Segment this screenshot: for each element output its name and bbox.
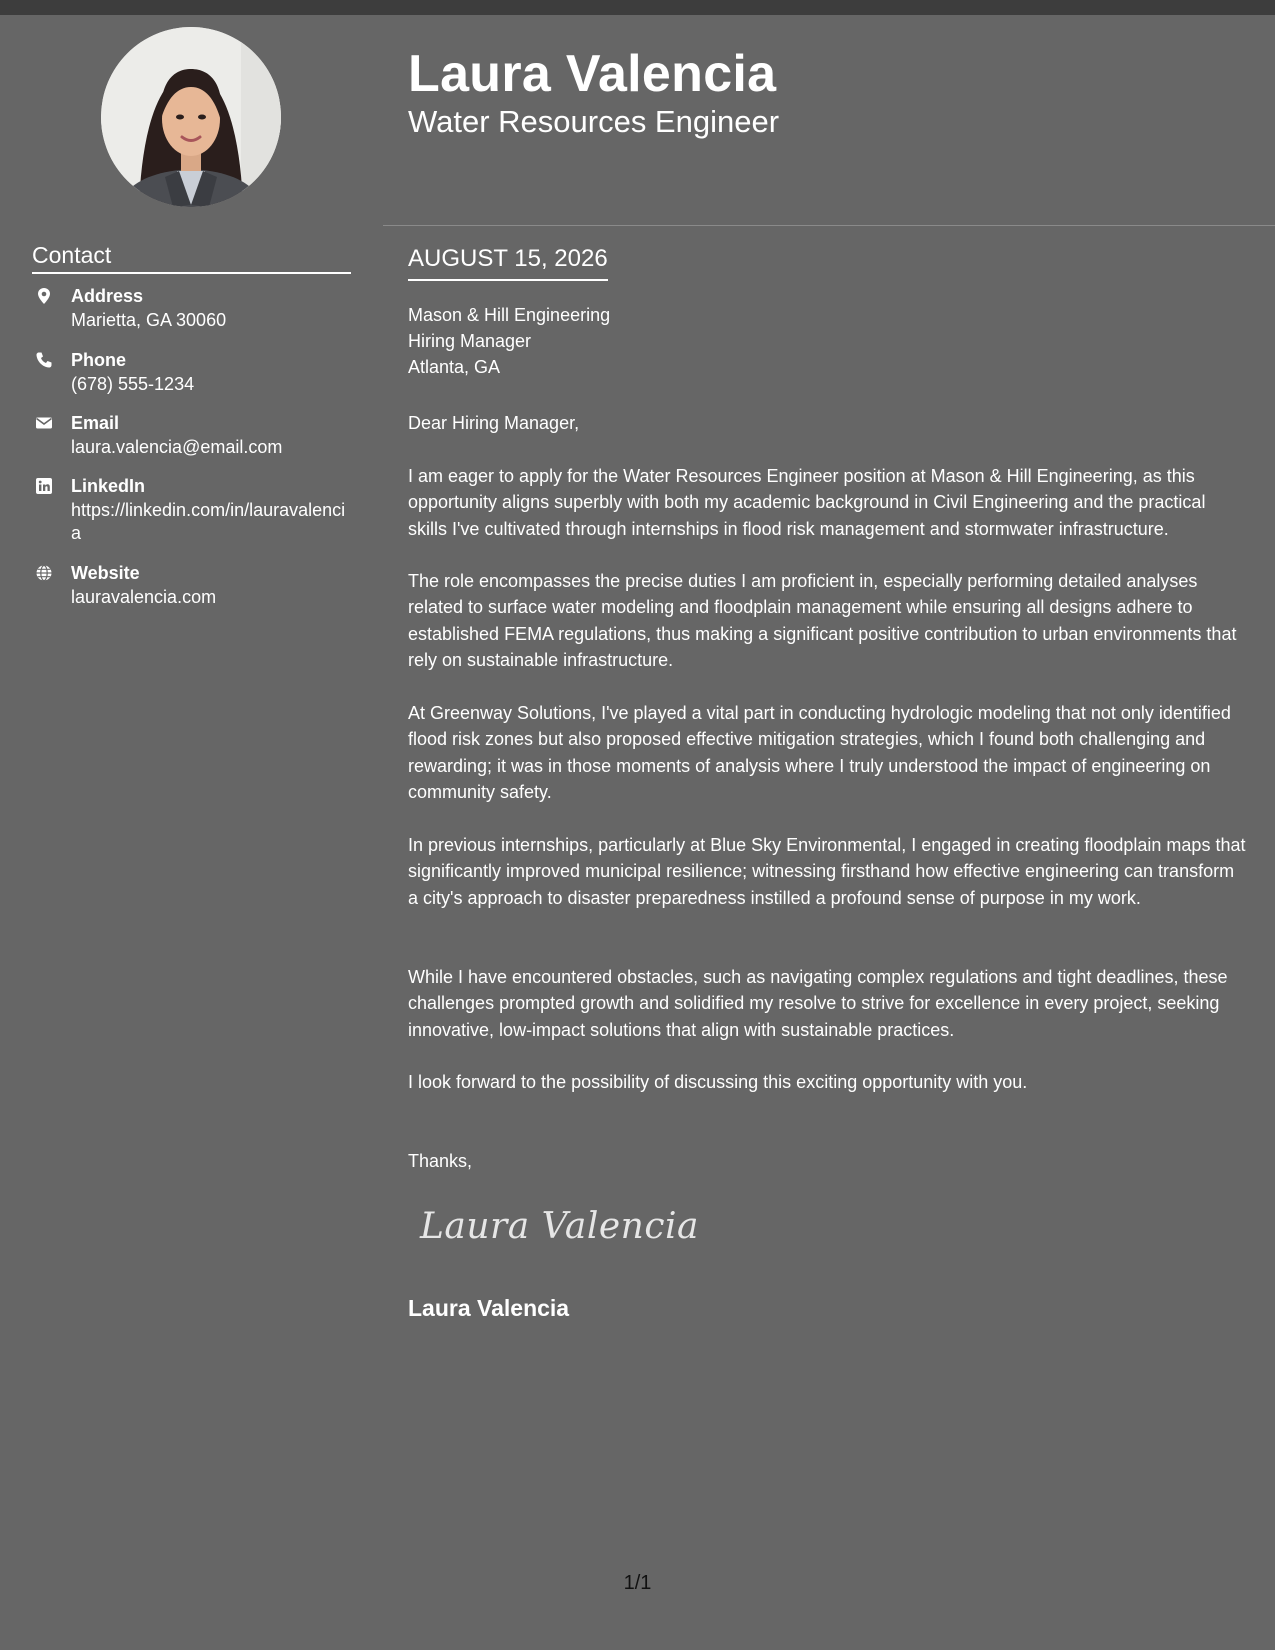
- letter-paragraph: At Greenway Solutions, I've played a vital part in conducting hydrologic modeling that not only identified flood risk zones but also proposed effective mitigation strategies, which I found both challenging and rewarding; it was in those moments of analysis where I truly understood the impact of engineering on community safety.: [408, 703, 1231, 802]
- recipient-location: Atlanta, GA: [408, 357, 501, 377]
- contact-label: Website: [71, 563, 140, 583]
- website-link[interactable]: lauravalencia.com: [71, 587, 217, 607]
- contact-label: LinkedIn: [71, 476, 146, 496]
- letter-paragraph: While I have encountered obstacles, such as navigating complex regulations and tight deadlines, these challenges prompted growth and solidified my resolve to strive for excellence in every project, seeking innovative, low-impact solutions that align with sustainable practices.: [408, 967, 1228, 1040]
- globe-icon: [35, 564, 53, 582]
- recipient-block: [408, 302, 610, 380]
- contact-label: Email: [71, 413, 120, 433]
- job-title: Water Resources Engineer: [408, 104, 780, 139]
- envelope-icon: [35, 414, 53, 432]
- letter-paragraph: I am eager to apply for the Water Resources Engineer position at Mason & Hill Engineering, as this opportunity aligns superbly with both my academic background in Civil Engineering and the practical skills I've cultivated through internships in flood risk management and stormwater infrastructure.: [408, 466, 1206, 539]
- address-value: Marietta, GA 30060: [71, 310, 227, 330]
- contact-heading: Contact: [32, 240, 351, 274]
- closing: Thanks,: [408, 1151, 473, 1171]
- top-bar: [0, 0, 1275, 15]
- linkedin-icon: [35, 477, 53, 495]
- header-divider: [383, 225, 1275, 226]
- phone-icon: [35, 351, 53, 369]
- contact-label: Phone: [71, 350, 127, 370]
- linkedin-link[interactable]: https://linkedin.com/in/lauravalencia: [71, 500, 346, 543]
- salutation: Dear Hiring Manager,: [408, 413, 580, 433]
- signer-name: Laura Valencia: [408, 1295, 570, 1321]
- letter-paragraph: The role encompasses the precise duties I am proficient in, especially performing detailed analyses related to surface water modeling and floodplain management while ensuring all designs adhere to established FEMA regulations, thus making a significant positive contribution to urban environments that rely on sustainable infrastructure.: [408, 571, 1237, 670]
- email-link[interactable]: laura.valencia@email.com: [71, 437, 283, 457]
- recipient-title: Hiring Manager: [408, 331, 532, 351]
- profile-photo: [101, 27, 281, 207]
- letter-date: AUGUST 15, 2026: [408, 243, 608, 281]
- handwritten-signature: Laura Valencia: [420, 1206, 699, 1247]
- recipient-company: Mason & Hill Engineering: [408, 305, 611, 325]
- page-number: 1/1: [623, 1572, 652, 1594]
- applicant-name: Laura Valencia: [408, 45, 777, 103]
- location-pin-icon: [35, 287, 53, 305]
- phone-value: (678) 555-1234: [71, 374, 195, 394]
- contact-label: Address: [71, 286, 144, 306]
- letter-paragraph: I look forward to the possibility of discussing this exciting opportunity with you.: [408, 1072, 1028, 1092]
- letter-paragraph: In previous internships, particularly at Blue Sky Environmental, I engaged in creating floodplain maps that significantly improved municipal resilience; witnessing firsthand how effective engineering can transform a city's approach to disaster preparedness instilled a profound sense of purpose in my work.: [408, 835, 1246, 908]
